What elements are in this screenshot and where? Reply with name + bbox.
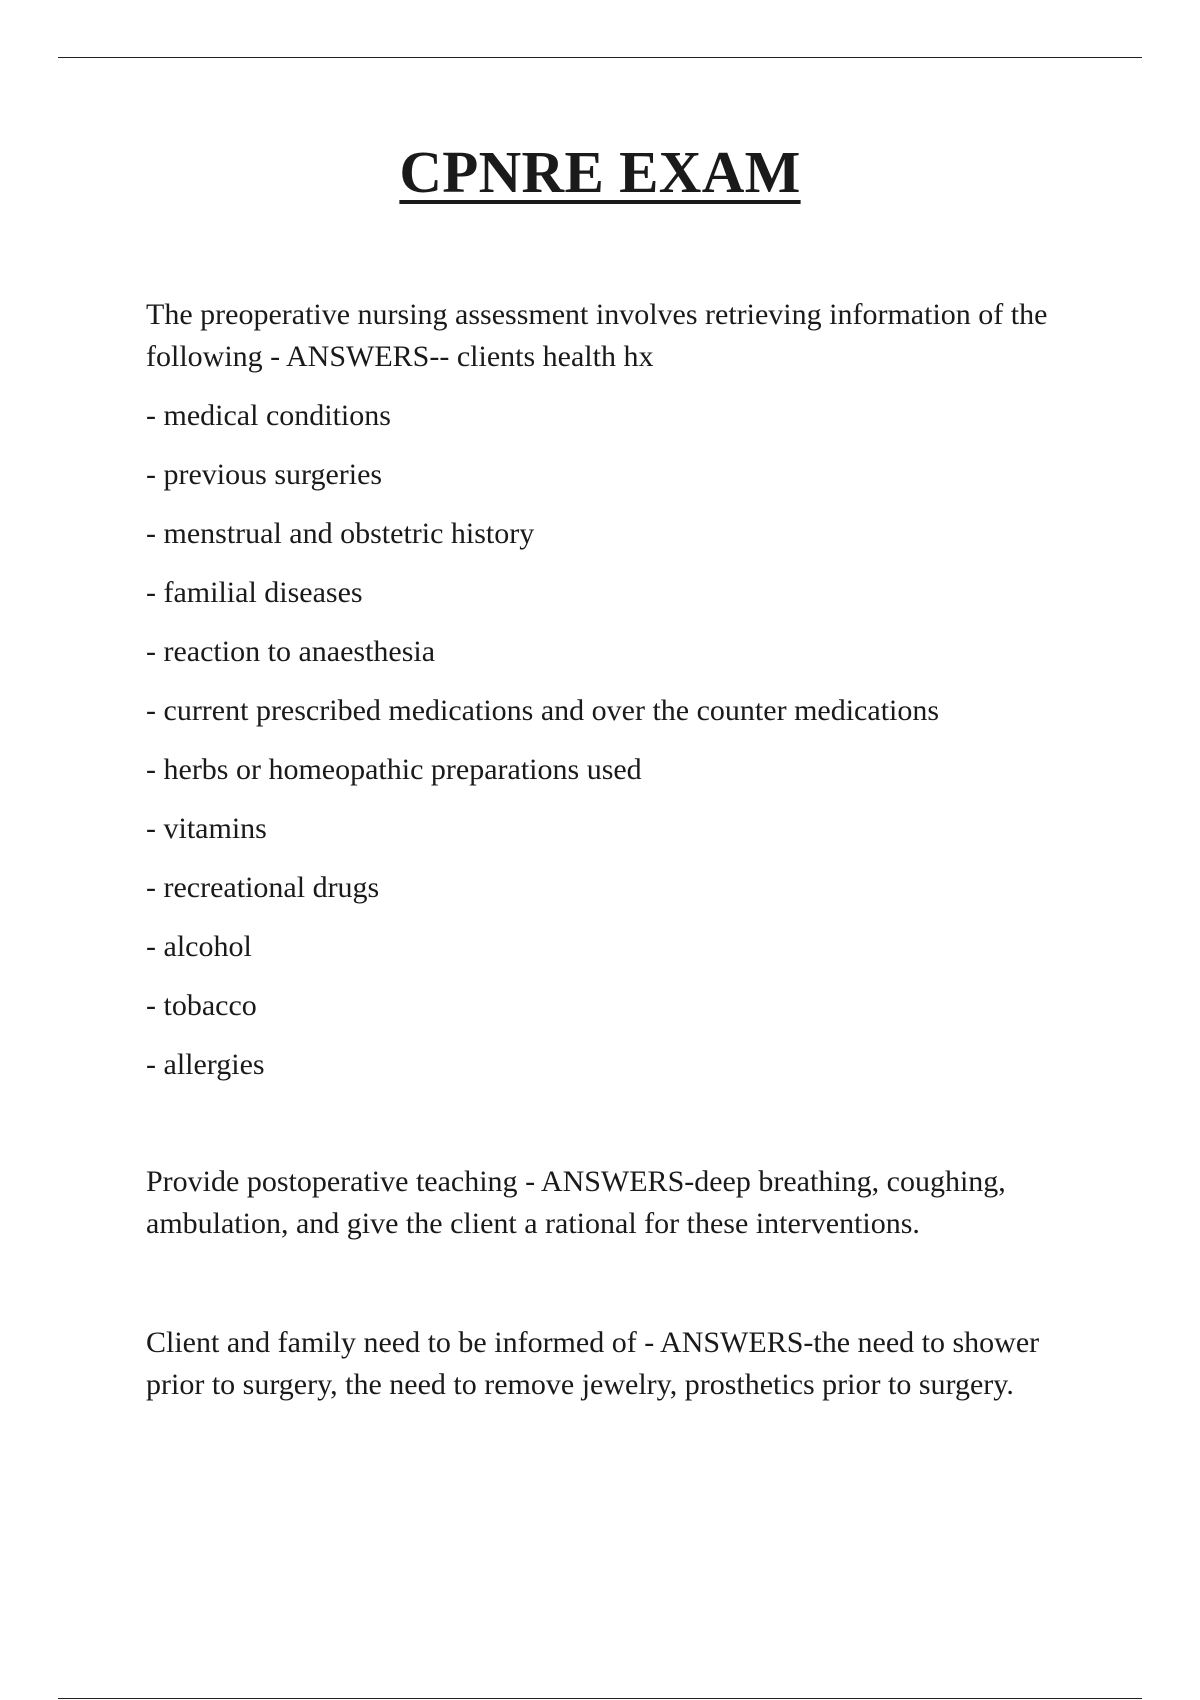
list-item: - current prescribed medications and over the counter medications <box>146 690 1066 732</box>
answer-text: - ANSWERS-- clients health hx <box>262 340 654 373</box>
qa-item-3 <box>146 1322 1066 1406</box>
answer-text: - ANSWERS-deep breathing, coughing, ambulation, and give the client a rational for these interventions. <box>146 1165 1006 1240</box>
question-text: The preoperative nursing assessment involves retrieving information of the following <box>146 298 1048 373</box>
document-body <box>146 294 1066 1406</box>
question-text: Provide postoperative teaching <box>146 1165 518 1198</box>
list-item: - vitamins <box>146 808 1066 850</box>
list-item: - allergies <box>146 1044 1066 1086</box>
answer-text: - ANSWERS-the need to shower prior to surgery, the need to remove jewelry, prosthetics prior to surgery. <box>146 1326 1040 1401</box>
list-item: - reaction to anaesthesia <box>146 631 1066 673</box>
list-item: - alcohol <box>146 926 1066 968</box>
page-title: CPNRE EXAM <box>399 139 801 205</box>
qa-item-2 <box>146 1161 1066 1245</box>
list-item: - tobacco <box>146 985 1066 1027</box>
list-item: - menstrual and obstetric history <box>146 513 1066 555</box>
header-rule <box>58 57 1142 58</box>
question-text: Client and family need to be informed of <box>146 1326 637 1359</box>
list-item: - medical conditions <box>146 395 1066 437</box>
list-item: - previous surgeries <box>146 454 1066 496</box>
list-item: - herbs or homeopathic preparations used <box>146 749 1066 791</box>
list-item: - recreational drugs <box>146 867 1066 909</box>
footer-rule <box>58 1698 1142 1699</box>
health-history-list <box>146 395 1066 1086</box>
qa-item-1 <box>146 294 1066 378</box>
list-item: - familial diseases <box>146 572 1066 614</box>
